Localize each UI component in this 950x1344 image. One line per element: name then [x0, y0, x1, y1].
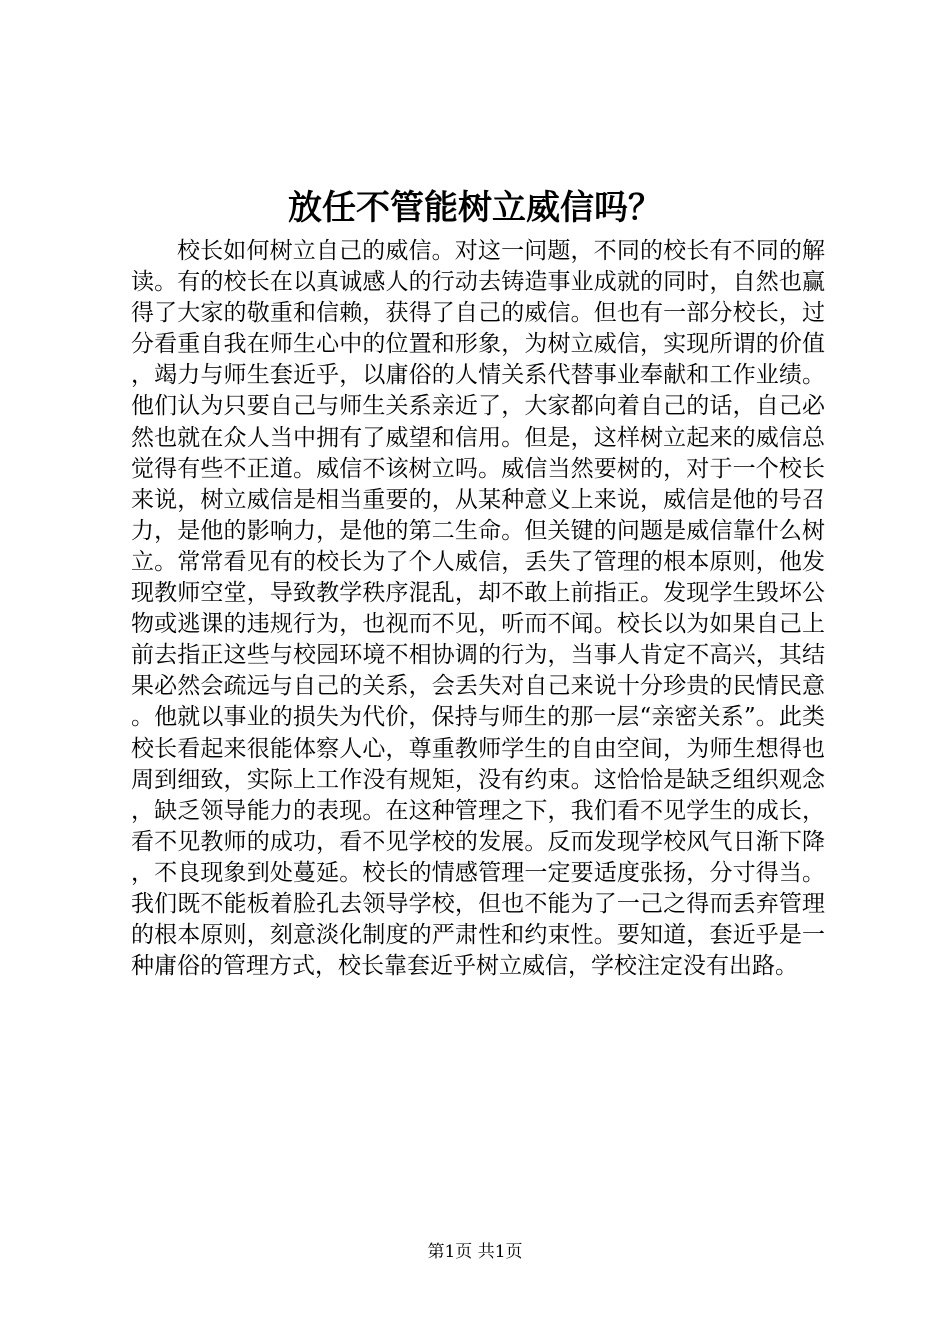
- document-body-paragraph: 校长如何树立自己的威信。对这一问题，不同的校长有不同的解读。有的校长在以真诚感人的行动去铸造事业成就的同时，自然也赢得了大家的敬重和信赖，获得了自己的威信。但也有一部分校长，过分看重自我在师生心中的位置和形象，为树立威信，实现所谓的价值，竭力与师生套近乎，以庸俗的人情关系代替事业奉献和工作业绩。他们认为只要自己与师生关系亲近了，大家都向着自己的话，自己必然也就在众人当中拥有了威望和信用。但是，这样树立起来的威信总觉得有些不正道。威信不该树立吗。威信当然要树的，对于一个校长来说，树立威信是相当重要的，从某种意义上来说，威信是他的号召力，是他的影响力，是他的第二生命。但关键的问题是威信靠什么树立。常常看见有的校长为了个人威信，丢失了管理的根本原则，他发现教师空堂，导致教学秩序混乱，却不敢上前指正。发现学生毁坏公物或逃课的违规行为，也视而不见，听而不闻。校长以为如果自己上前去指正这些与校园环境不相协调的行为，当事人肯定不高兴，其结果必然会疏远与自己的关系，会丢失对自己来说十分珍贵的民情民意。他就以事业的损失为代价，保持与师生的那一层“亲密关系”。此类校长看起来很能体察人心，尊重教师学生的自由空间，为师生想得也周到细致，实际上工作没有规矩，没有约束。这恰恰是缺乏组织观念，缺乏领导能力的表现。在这种管理之下，我们看不见学生的成长，看不见教师的成功，看不见学校的发展。反而发现学校风气日渐下降，不良现象到处蔓延。校长的情感管理一定要适度张扬，分寸得当。我们既不能板着脸孔去领导学校，但也不能为了一己之得而丢弃管理的根本原则，刻意淡化制度的严肃性和约束性。要知道，套近乎是一种庸俗的管理方式，校长靠套近乎树立威信，学校注定没有出路。: [131, 238, 825, 980]
- page-footer: [0, 1240, 950, 1264]
- document-title: 放任不管能树立威信吗？: [288, 188, 662, 228]
- page-number-label: 第1页 共1页: [427, 1242, 523, 1262]
